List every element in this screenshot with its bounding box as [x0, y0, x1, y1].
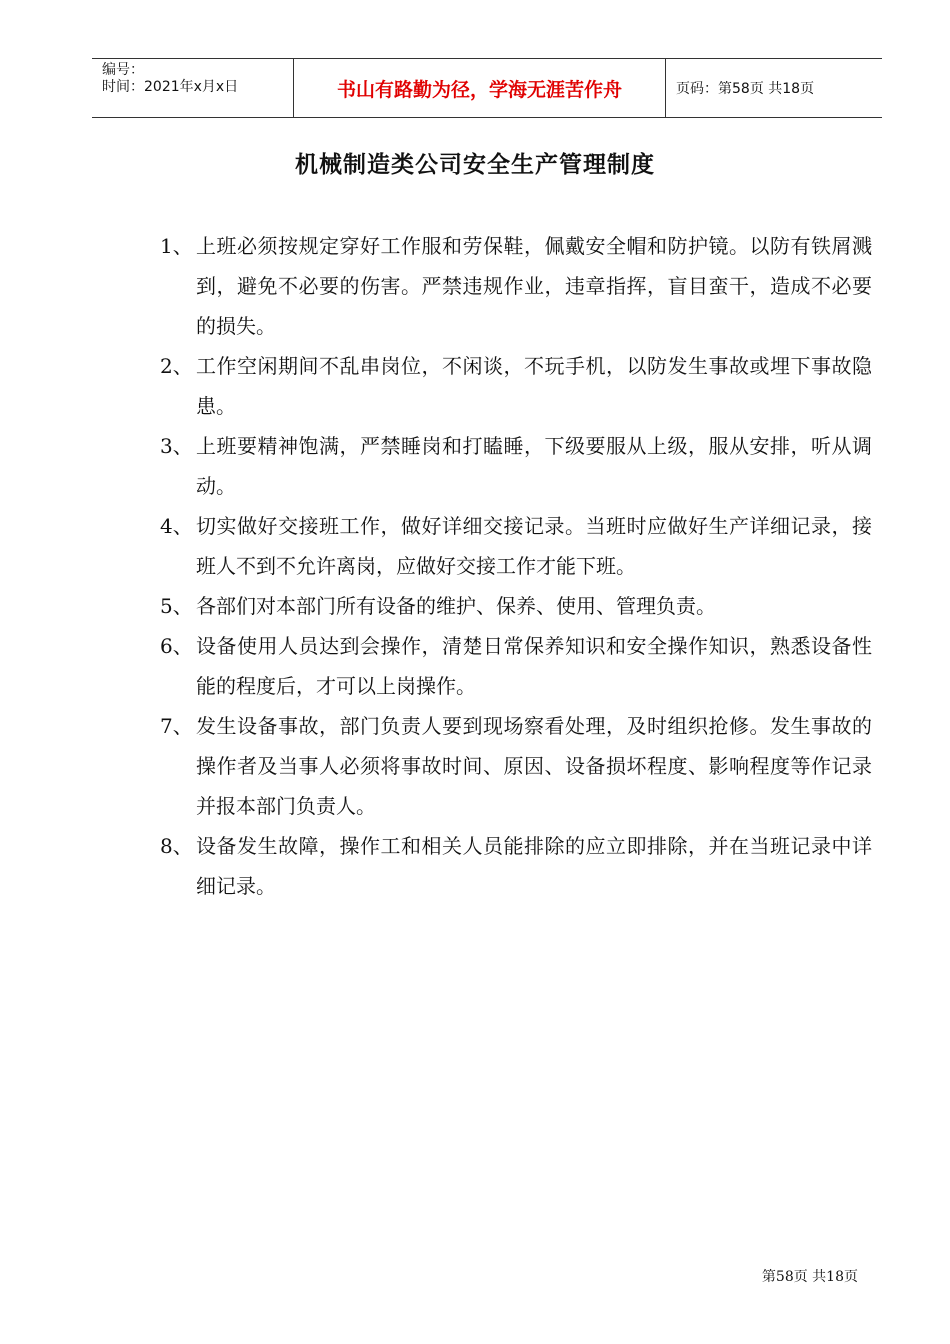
rule-number: 8、	[160, 834, 193, 858]
rule-item	[160, 346, 872, 426]
rule-number: 2、	[160, 354, 193, 378]
number-label: 编号：	[102, 62, 144, 78]
page-header	[92, 58, 882, 118]
rule-text: 工作空闲期间不乱串岗位，不闲谈，不玩手机，以防发生事故或埋下事故隐患。	[196, 354, 872, 418]
rule-number: 1、	[160, 234, 193, 258]
rule-text: 上班必须按规定穿好工作服和劳保鞋，佩戴安全帽和防护镜。以防有铁屑溅到，避免不必要的伤害。严禁违规作业，违章指挥，盲目蛮干，造成不必要的损失。	[196, 234, 872, 338]
rule-item	[160, 626, 872, 706]
document-title: 机械制造类公司安全生产管理制度	[295, 152, 655, 178]
page-footer: 第58页 共18页	[761, 1269, 858, 1285]
rule-number: 4、	[160, 514, 193, 538]
rule-text: 切实做好交接班工作，做好详细交接记录。当班时应做好生产详细记录，接班人不到不允许离岗，应做好交接工作才能下班。	[196, 514, 872, 578]
rule-text: 各部们对本部门所有设备的维护、保养、使用、管理负责。	[196, 594, 716, 618]
rules-list	[160, 226, 872, 906]
header-info	[92, 59, 294, 117]
rule-text: 上班要精神饱满，严禁睡岗和打瞌睡，下级要服从上级，服从安排，听从调动。	[196, 434, 872, 498]
rule-number: 3、	[160, 434, 193, 458]
rule-text: 设备使用人员达到会操作，清楚日常保养知识和安全操作知识，熟悉设备性能的程度后，才可以上岗操作。	[196, 634, 872, 698]
rule-text: 发生设备事故，部门负责人要到现场察看处理，及时组织抢修。发生事故的操作者及当事人必须将事故时间、原因、设备损坏程度、影响程度等作记录并报本部门负责人。	[196, 714, 872, 818]
rule-number: 5、	[160, 594, 193, 618]
header-page-label: 页码：第58页 共18页	[676, 81, 815, 97]
rule-number: 7、	[160, 714, 193, 738]
rule-item	[160, 506, 872, 586]
header-motto: 书山有路勤为径，学海无涯苦作舟	[294, 59, 666, 117]
rule-item	[160, 586, 872, 626]
rule-item	[160, 426, 872, 506]
rule-text: 设备发生故障，操作工和相关人员能排除的应立即排除，并在当班记录中详细记录。	[196, 834, 872, 898]
rule-item	[160, 706, 872, 826]
time-label: 时间：2021年x月x日	[102, 79, 239, 95]
rule-number: 6、	[160, 634, 193, 658]
rule-item	[160, 826, 872, 906]
rule-item	[160, 226, 872, 346]
